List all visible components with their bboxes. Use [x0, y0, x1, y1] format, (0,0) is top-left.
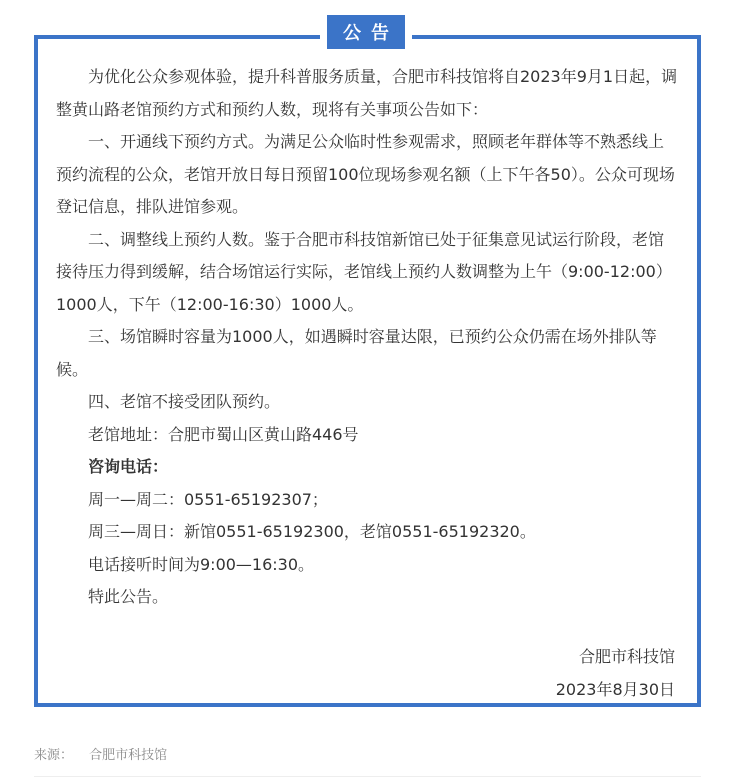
- intro-paragraph: 为优化公众参观体验，提升科普服务质量，合肥市科技馆将自2023年9月1日起，调整黄山路老馆预约方式和预约人数，现将有关事项公告如下：: [56, 67, 678, 119]
- closing-line: 特此公告。: [88, 587, 169, 606]
- item-3-paragraph: 三、场馆瞬时容量为1000人，如遇瞬时容量达限，已预约公众仍需在场外排队等候。: [56, 327, 657, 379]
- notice-frame: [34, 35, 701, 707]
- source-line: [34, 744, 167, 763]
- signature-org: 合肥市科技馆: [578, 647, 675, 666]
- item-1-paragraph: 一、开通线下预约方式。为满足公众临时性参观需求，照顾老年群体等不熟悉线上预约流程的公众，老馆开放日每日预留100位现场参观名额（上下午各50）。公众可现场登记信息，排队进馆参观。: [56, 132, 675, 216]
- notice-title: 公告: [327, 15, 405, 49]
- phone-line-2: 周三—周日：新馆0551-65192300，老馆0551-65192320。: [88, 522, 536, 541]
- consult-heading: 咨询电话：: [88, 457, 169, 476]
- item-4-paragraph: 四、老馆不接受团队预约。: [88, 392, 281, 411]
- signature-date: 2023年8月30日: [555, 679, 675, 699]
- source-label: 来源：: [34, 748, 74, 763]
- notice-body: [56, 61, 679, 614]
- source-name: 合肥市科技馆: [89, 748, 168, 763]
- phone-line-1: 周一—周二：0551-65192307；: [88, 489, 328, 509]
- phone-hours-line: 电话接听时间为9:00—16:30。: [88, 554, 315, 574]
- signature-block: [556, 641, 675, 706]
- title-badge: [320, 14, 412, 50]
- address-line: 老馆地址：合肥市蜀山区黄山路446号: [88, 424, 359, 444]
- divider: [34, 776, 701, 777]
- item-2-paragraph: 二、调整线上预约人数。鉴于合肥市科技馆新馆已处于征集意见试运行阶段，老馆接待压力得到缓解，结合场馆运行实际，老馆线上预约人数调整为上午（9:00-12:00）1000人，下午（12:00-16:30）1000人。: [56, 229, 672, 314]
